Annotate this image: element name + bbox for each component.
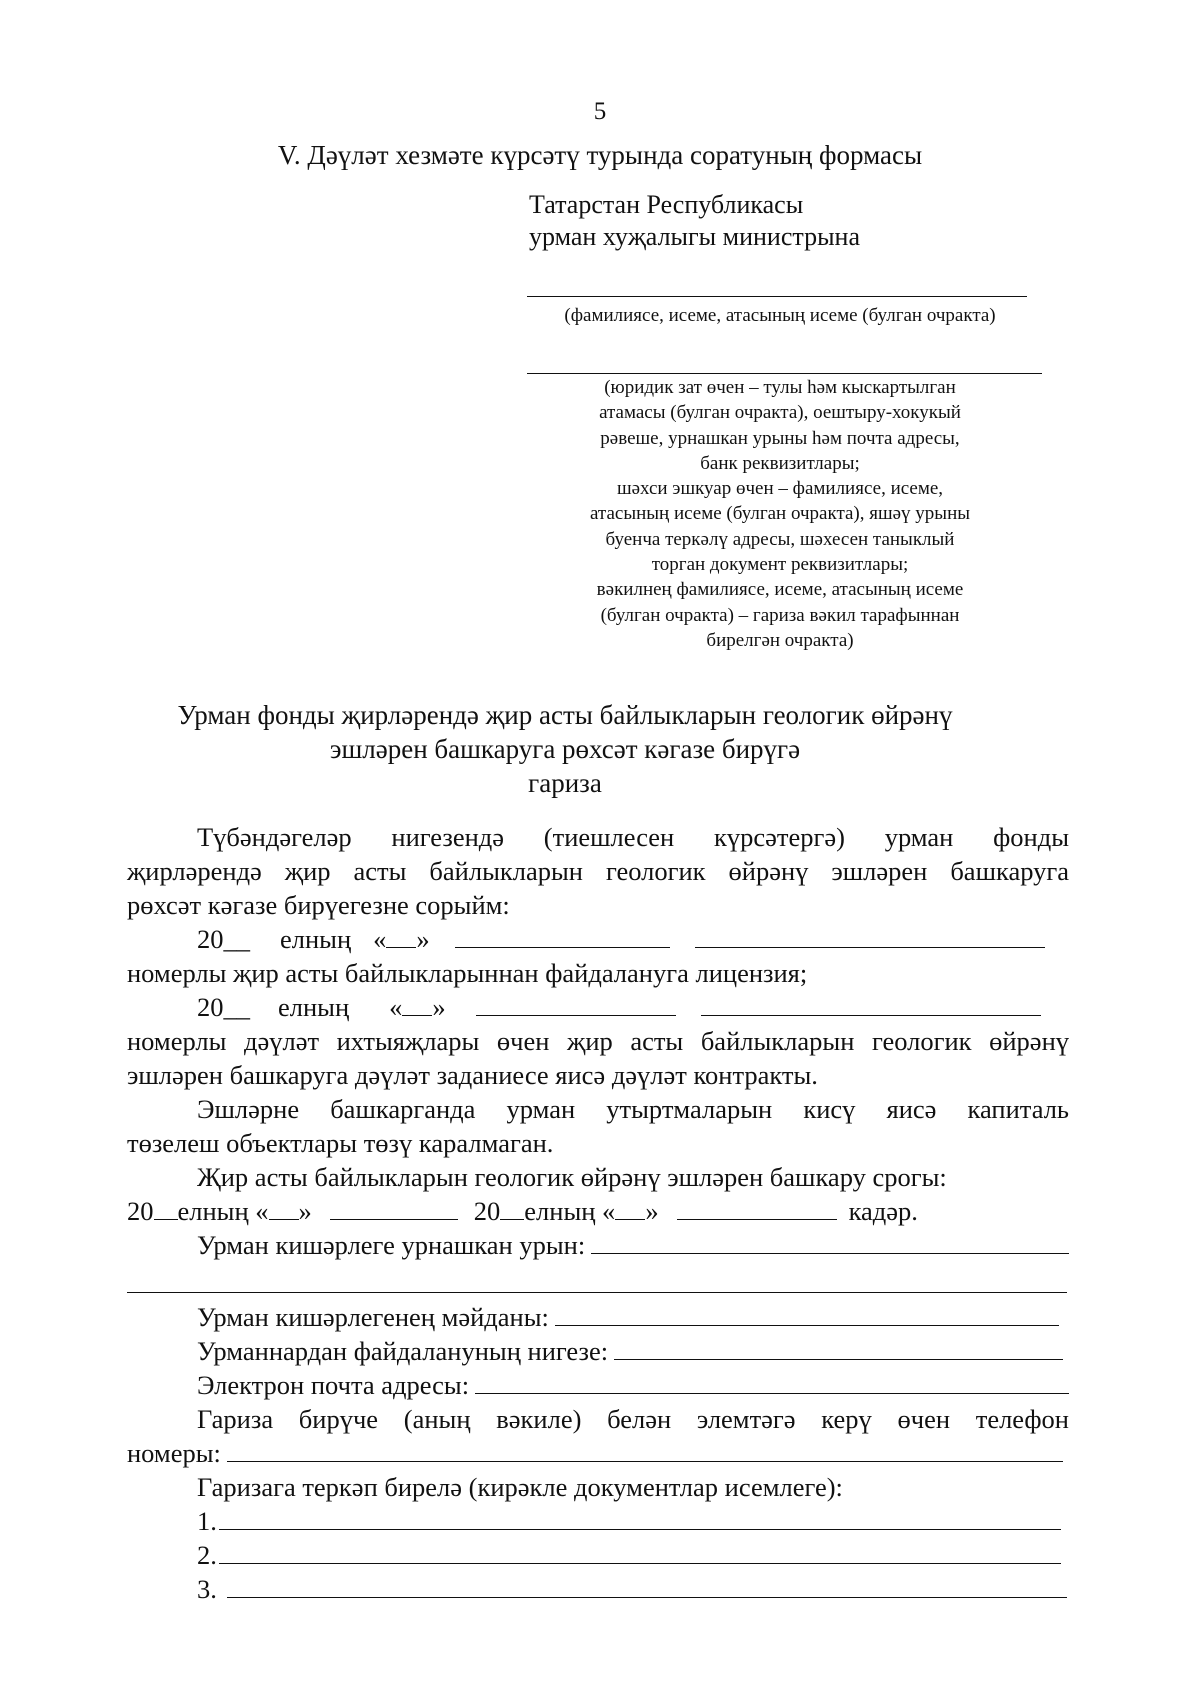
- paragraph-1-line-3: рөхсәт кәгазе бирүегезне сорыйм:: [127, 890, 510, 920]
- attachment-number: 3.: [197, 1574, 217, 1604]
- year-field[interactable]: 20__: [197, 924, 250, 954]
- term-to-month-blank[interactable]: [677, 1218, 837, 1220]
- addressee-line-2: урман хуҗалыгы министрына: [529, 222, 860, 251]
- term-until: кадәр.: [848, 1196, 918, 1226]
- phone-line-1: Гариза бирүче (аның вәкиле) белән элемтәгә керү өчен телефон: [197, 1404, 1069, 1434]
- caption-line: рәвеше, урнашкан урыны һәм почта адресы,: [600, 427, 960, 449]
- attachments-label: Гаризага теркәп бирелә (кирәкле документлар исемлеге):: [197, 1472, 843, 1502]
- addressee-details-blank: [527, 373, 1042, 374]
- term-label: Җир асты байлыкларын геологик өйрәнү эшләрен башкару срогы:: [197, 1162, 947, 1192]
- caption-line: (юридик зат өчен – тулы һәм кыскартылган: [604, 377, 956, 398]
- basis-label: Урманнардан файдалануның нигезе:: [197, 1336, 609, 1366]
- addressee-caption-details: [540, 375, 1020, 653]
- addressee-caption-name: (фамилиясе, исеме, атасының исеме (булган очракта): [564, 305, 996, 326]
- license-date-row: [197, 924, 1045, 955]
- addressee-line-1: Татарстан Республикасы: [529, 190, 804, 219]
- caption-line: торган документ реквизитлары;: [651, 554, 909, 576]
- caption-line: шәхси эшкуар өчен – фамилиясе, исеме,: [616, 478, 944, 500]
- quote-close: »: [645, 1196, 659, 1226]
- email-row: [197, 1370, 1069, 1401]
- caption-line: атамасы (булган очракта), оештыру-хокукый: [599, 402, 961, 424]
- day-blank[interactable]: [386, 946, 416, 948]
- quote-close: »: [416, 924, 430, 954]
- document-title-line-3: гариза: [528, 768, 602, 798]
- term-from-year-blank[interactable]: [154, 1218, 178, 1220]
- quote-open: «: [373, 924, 387, 954]
- term-to-word: елның «: [524, 1196, 616, 1226]
- caption-line: банк реквизитлары;: [700, 452, 860, 474]
- basis-row: [197, 1336, 1063, 1367]
- location-blank[interactable]: [591, 1252, 1069, 1254]
- phone-blank[interactable]: [227, 1460, 1063, 1462]
- year-word: елның: [278, 992, 350, 1022]
- attachment-blank[interactable]: [219, 1528, 1061, 1530]
- quote-close: »: [298, 1196, 312, 1226]
- attachment-blank[interactable]: [219, 1562, 1061, 1564]
- document-title-line-2: эшләрен башкаруга рөхсәт кәгазе бирүгә: [329, 734, 801, 764]
- caption-line: бирелгән очракта): [706, 629, 854, 651]
- paragraph-3-line-2: төзелеш объектлары төзү каралмаган.: [127, 1128, 554, 1158]
- contract-number-blank[interactable]: [701, 1014, 1041, 1016]
- phone-label: номеры:: [127, 1438, 221, 1468]
- term-to-year-blank[interactable]: [500, 1218, 524, 1220]
- year-field[interactable]: 20__: [197, 992, 250, 1022]
- section-title: V. Дәүләт хезмәте күрсәтү турында соратуның формасы: [277, 140, 923, 170]
- contract-date-row: [197, 992, 1041, 1023]
- year-word: елның: [280, 924, 352, 954]
- area-label: Урман кишәрлегенең мәйданы:: [197, 1302, 549, 1332]
- location-blank-2[interactable]: [127, 1292, 1067, 1293]
- term-from-day-blank[interactable]: [269, 1218, 299, 1220]
- location-label: Урман кишәрлеге урнашкан урын:: [197, 1230, 586, 1260]
- term-row: [127, 1196, 918, 1227]
- addressee-name-blank: [527, 296, 1027, 297]
- email-blank[interactable]: [475, 1392, 1069, 1394]
- term-from-month-blank[interactable]: [330, 1218, 458, 1220]
- caption-line: атасының исеме (булган очракта), яшәү урыны: [589, 503, 971, 525]
- day-blank[interactable]: [402, 1014, 432, 1016]
- area-row: [197, 1302, 1059, 1333]
- term-from-word: елның «: [177, 1196, 269, 1226]
- caption-line: вәкилнең фамилиясе, исеме, атасының исеме: [596, 579, 964, 601]
- email-label: Электрон почта адресы:: [197, 1370, 470, 1400]
- caption-line: буенча теркәлү адресы, шәхесен таныклый: [605, 528, 955, 550]
- month-blank[interactable]: [455, 946, 670, 948]
- license-line: номерлы җир асты байлыкларыннан файдалануга лицензия;: [127, 958, 808, 988]
- month-blank[interactable]: [476, 1014, 676, 1016]
- contract-line-2: эшләрен башкаруга дәүләт заданиесе яисә дәүләт контракты.: [127, 1060, 818, 1090]
- attachment-item: [197, 1540, 1061, 1571]
- area-blank[interactable]: [555, 1324, 1059, 1326]
- quote-close: »: [432, 992, 446, 1022]
- quote-open: «: [389, 992, 403, 1022]
- phone-row: [127, 1438, 1063, 1469]
- paragraph-3-line-1: Эшләрне башкарганда урман утыртмаларын кисү яисә капиталь: [197, 1094, 1069, 1124]
- page-number: 5: [593, 98, 607, 125]
- term-to-year: 20: [473, 1196, 501, 1226]
- location-row: [197, 1230, 1069, 1261]
- attachment-item: [197, 1506, 1061, 1537]
- attachment-number: 2.: [197, 1540, 217, 1570]
- basis-blank[interactable]: [614, 1358, 1063, 1360]
- paragraph-1-line-1: Түбәндәгеләр нигезендә (тиешлесен күрсәтергә) урман фонды: [197, 822, 1069, 852]
- attachment-number: 1.: [197, 1506, 217, 1536]
- term-from-year: 20: [127, 1196, 154, 1226]
- paragraph-1-line-2: җирләрендә җир асты байлыкларын геологик өйрәнү эшләрен башкаруга: [127, 856, 1069, 886]
- document-title-line-1: Урман фонды җирләрендә җир асты байлыкларын геологик өйрәнү: [177, 700, 953, 730]
- contract-line-1: номерлы дәүләт ихтыяҗлары өчен җир асты байлыкларын геологик өйрәнү: [127, 1026, 1069, 1056]
- attachment-item: [197, 1574, 1067, 1605]
- attachment-blank[interactable]: [227, 1596, 1067, 1598]
- license-number-blank[interactable]: [695, 946, 1045, 948]
- caption-line: (булган очракта) – гариза вәкил тарафыннан: [600, 604, 960, 626]
- term-to-day-blank[interactable]: [615, 1218, 645, 1220]
